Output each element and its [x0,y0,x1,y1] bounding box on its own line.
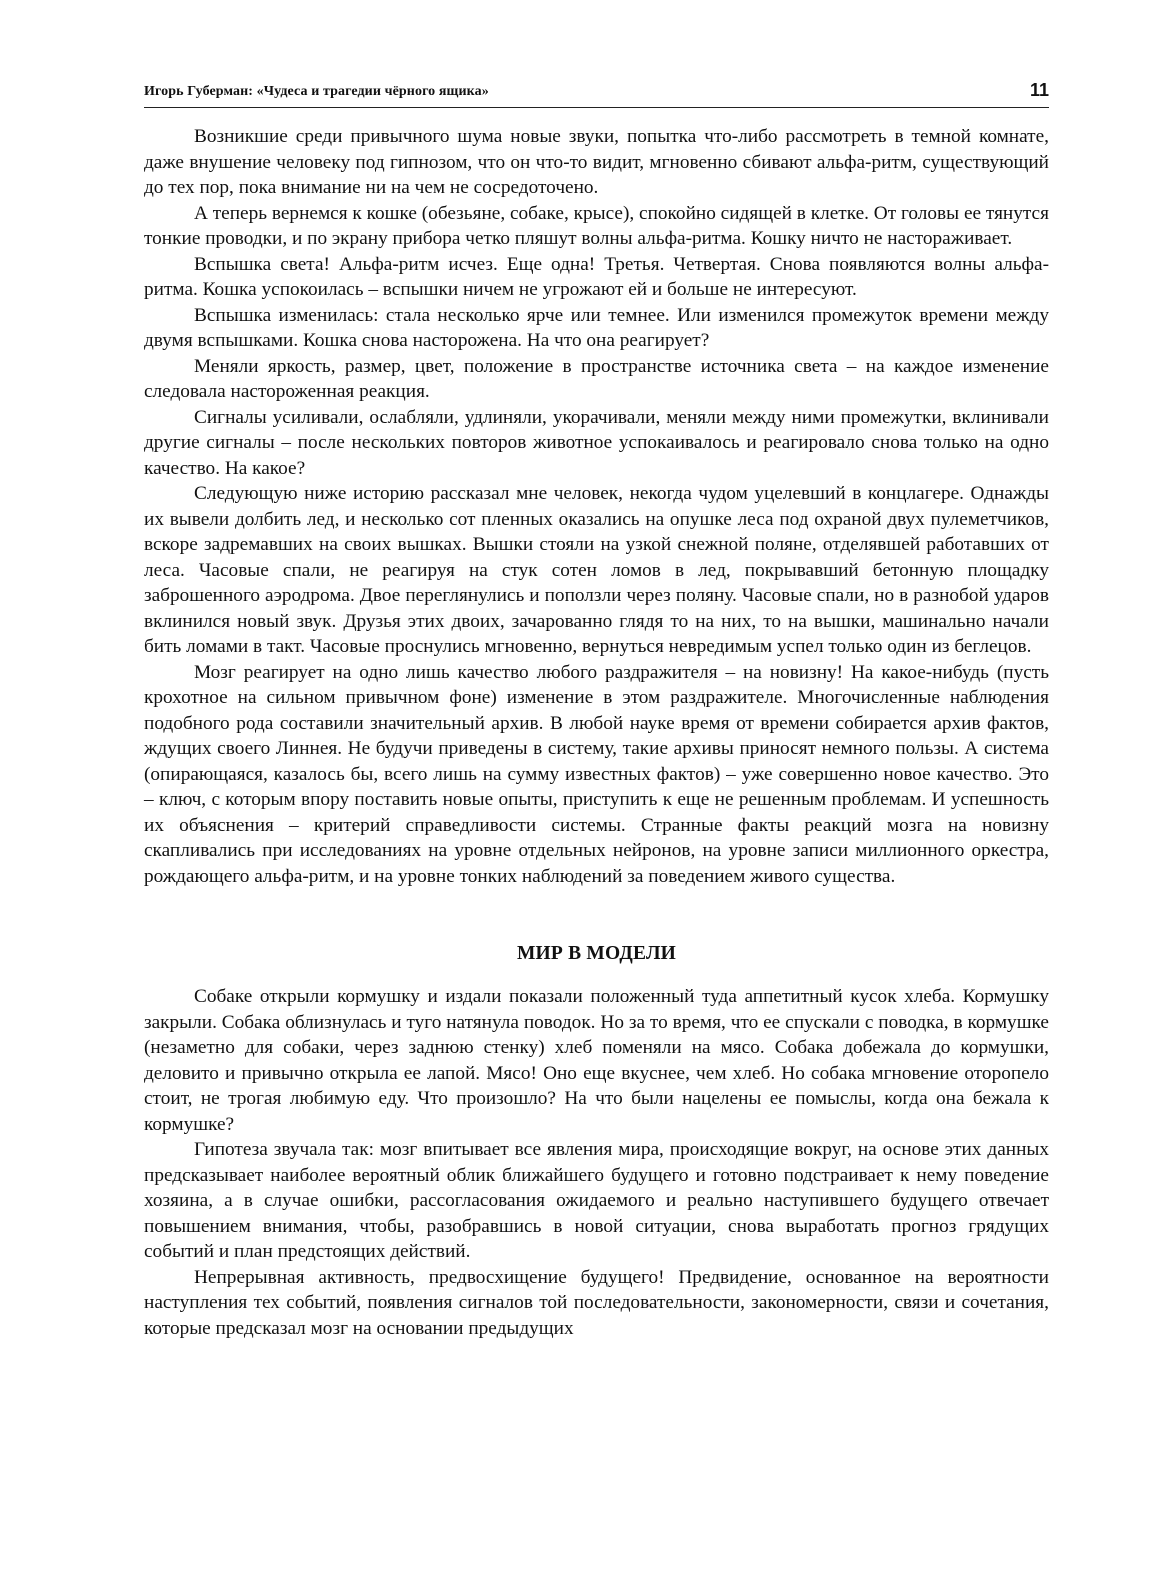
page-header [144,79,1049,108]
paragraph: Вспышка света! Альфа-ритм исчез. Еще одна! Третья. Четвертая. Снова появляются волны альфа-ритма. Кошка успокоилась – вспышки ничем не угрожают ей и больше не интересуют. [144,253,1049,300]
paragraph: Меняли яркость, размер, цвет, положение в пространстве источника света – на каждое изменение следовала настороженная реакция. [144,355,1049,402]
paragraph: Собаке открыли кормушку и издали показали положенный туда аппетитный кусок хлеба. Кормушку закрыли. Собака облизнулась и туго натянула поводок. Но за то время, что ее спускали с поводка, в кормушке (незаметно для собаки, через заднюю стенку) хлеб поменяли на мясо. Собака добежала до кормушки, деловито и привычно открыла ее лапой. Мясо! Оно еще вкуснее, чем хлеб. Но собака мгновение оторопело стоит, не трогая любимую еду. Что произошло? На что были нацелены ее помыслы, когда она бежала к кормушке? [144,986,1049,1135]
body-text [144,124,1049,1341]
paragraph: Мозг реагирует на одно лишь качество любого раздражителя – на новизну! На какое-нибудь (пусть крохотное на сильном привычном фоне) изменение в этом раздражителе. Многочисленные наблюдения подобного рода составили значительный архив. В любой науке время от времени собирается архив фактов, ждущих своего Линнея. Не будучи приведены в систему, такие архивы приносят немного пользы. А система (опирающаяся, казалось бы, всего лишь на сумму известных фактов) – уже совершенно новое качество. Это – ключ, с которым впору поставить новые опыты, приступить к еще не решенным проблемам. И успешность их объяснения – критерий справедливости системы. Странные факты реакций мозга на новизну скапливались при исследованиях на уровне отдельных нейронов, на уровне записи миллионного оркестра, рождающего альфа-ритм, и на уровне тонких наблюдений за поведением живого существа. [144,661,1049,887]
paragraph: Непрерывная активность, предвосхищение будущего! Предвидение, основанное на вероятности наступления тех событий, появления сигналов той последовательности, закономерности, связи и сочетания, которые предсказал мозг на основании предыдущих [144,1266,1049,1339]
paragraph: Сигналы усиливали, ослабляли, удлиняли, укорачивали, меняли между ними промежутки, вклинивали другие сигналы – после нескольких повторов животное успокаивалось и реагировало снова только на одно качество. На какое? [144,406,1049,479]
paragraph: Вспышка изменилась: стала несколько ярче или темнее. Или изменился промежуток времени между двумя вспышками. Кошка снова насторожена. На что она реагирует? [144,304,1049,351]
paragraph: Следующую ниже историю рассказал мне человек, некогда чудом уцелевший в концлагере. Однажды их вывели долбить лед, и несколько сот пленных оказались на опушке леса под охраной двух пулеметчиков, вскоре задремавших на своих вышках. Вышки стояли на узкой снежной поляне, отделявшей работавших от леса. Часовые спали, не реагируя на стук сотен ломов в лед, покрывавший бетонную площадку заброшенного аэродрома. Двое переглянулись и поползли через поляну. Часовые спали, но в разнобой ударов вклинился новый звук. Друзья этих двоих, зачарованно глядя то на них, то на вышки, машинально начали бить ломами в такт. Часовые проснулись мгновенно, вернуться невредимым успел только один из беглецов. [144,483,1049,657]
paragraph: Возникшие среди привычного шума новые звуки, попытка что-либо рассмотреть в темной комнате, даже внушение человеку под гипнозом, что он что-то видит, мгновенно сбивают альфа-ритм, существующий до тех пор, пока внимание ни на чем не сосредоточено. [144,126,1049,198]
page-number: 11 [1029,80,1049,100]
section-title: МИР В МОДЕЛИ [516,943,677,964]
running-title: Игорь Губерман: «Чудеса и трагедии чёрного ящика» [144,84,489,99]
paragraph: А теперь вернемся к кошке (обезьяне, собаке, крысе), спокойно сидящей в клетке. От головы ее тянутся тонкие проводки, и по экрану прибора четко пляшут волны альфа-ритма. Кошку ничто не настораживает. [144,202,1049,249]
paragraph: Гипотеза звучала так: мозг впитывает все явления мира, происходящие вокруг, на основе этих данных предсказывает наиболее вероятный облик ближайшего будущего и готовно подстраивает к нему поведение хозяина, а в случае ошибки, рассогласования ожидаемого и реально наступившего будущего отвечает повышением внимания, чтобы, разобравшись в новой ситуации, снова выработать прогноз грядущих событий и план предстоящих действий. [144,1139,1049,1262]
